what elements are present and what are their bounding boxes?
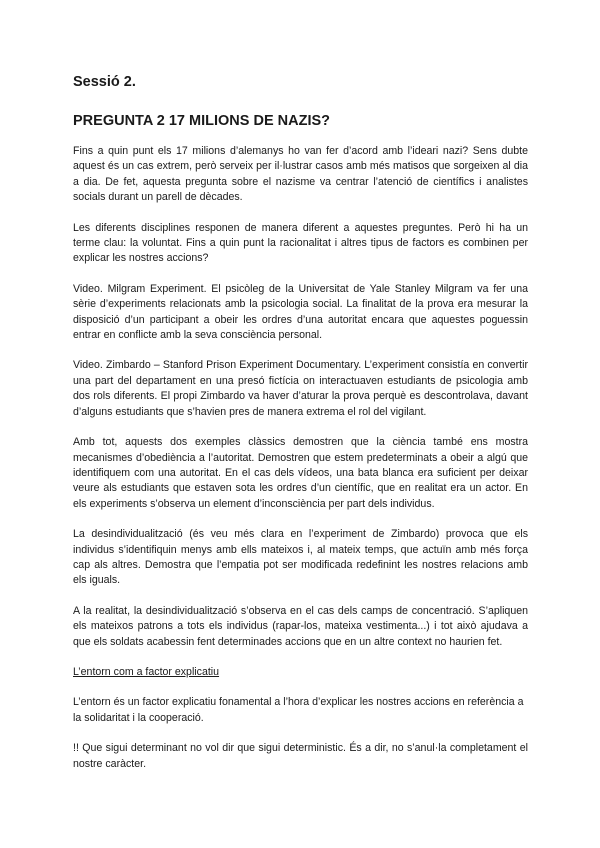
- paragraph-intro: Fins a quin punt els 17 milions d’alemanys ho van fer d’acord amb l’ideari nazi? Sens dubte aquest és un cas extrem, però serveix per il·lustrar casos amb més matisos que sorgeixen al dia a dia. De fet, aquesta pregunta sobre el nazisme va centrar l’atenció de científics i analistes socials durant un parell de dècades.: [73, 145, 528, 204]
- paragraph-zimbardo: Video. Zimbardo – Stanford Prison Experiment Documentary. L’experiment consistía en convertir una part del departament en una presó fictícia on interactuaven estudiants de psicologia amb dos rols diferents. El propi Zimbardo va haver d’aturar la prova perquè es descontrolava, davant d’alguns estudiants que s’havien pres de manera extrema el rol del vigilant.: [73, 359, 528, 418]
- paragraph-entorn: L’entorn és un factor explicatiu fonamental a l’hora d’explicar les nostres accions en referència a la solidaritat i la cooperació.: [73, 696, 524, 724]
- paragraph-milgram: Video. Milgram Experiment. El psicòleg de la Universitat de Yale Stanley Milgram va fer una sèrie d’experiments relacionats amb la psicologia social. La finalitat de la prova era mesurar la disposició d’un participant a obeir les ordres d’una autoritat encara que aquestes poguessin entrar en conflicte amb la seva consciència personal.: [73, 282, 528, 342]
- session-title: Sessió 2.: [73, 74, 136, 90]
- paragraph-obedience: Amb tot, aquests dos exemples clàssics demostren que la ciència també ens mostra mecanismes d’obediència a l’autoritat. Demostren que estem predeterminats a obeir a algú que identifiquem com una autoritat. En el cas dels vídeos, una bata blanca era suficient per deixar veure als estudiants que estaven sota les ordres d’un científic, que en realitat era un actor. En els experiments s’observa un element d’inconsciència per part dels individus.: [73, 436, 528, 510]
- paragraph-deindividuation: La desindividualització (és veu més clara en l’experiment de Zimbardo) provoca que els individus s’identifiquin menys amb ells mateixos i, al mateix temps, que actuïn amb més força cap als altres. Demostra que l’empatia pot ser modificada redefinint les nostres relacions amb els iguals.: [73, 528, 528, 587]
- paragraph-disciplines: Les diferents disciplines responen de manera diferent a aquestes preguntes. Però hi ha un terme clau: la voluntat. Fins a quin punt la racionalitat i altres tipus de factors es combinen per explicar les nostres accions?: [73, 221, 528, 265]
- paragraph-final-note: !! Que sigui determinant no vol dir que sigui deterministic. És a dir, no s’anul·la completament el nostre caràcter.: [73, 742, 528, 770]
- paragraph-camps: A la realitat, la desindividualització s’observa en el cas dels camps de concentració. S’apliquen els mateixos patrons a tots els individus (rapar-los, mateixa vestimenta...) i tot això ajudava a que els soldats acabessin fent determinades accions que en un altre context no haurien fet.: [73, 604, 528, 648]
- question-title: PREGUNTA 2 17 MILIONS DE NAZIS?: [73, 113, 330, 129]
- subheading-entorn: L’entorn com a factor explicatiu: [73, 665, 220, 678]
- document-body: [73, 74, 528, 772]
